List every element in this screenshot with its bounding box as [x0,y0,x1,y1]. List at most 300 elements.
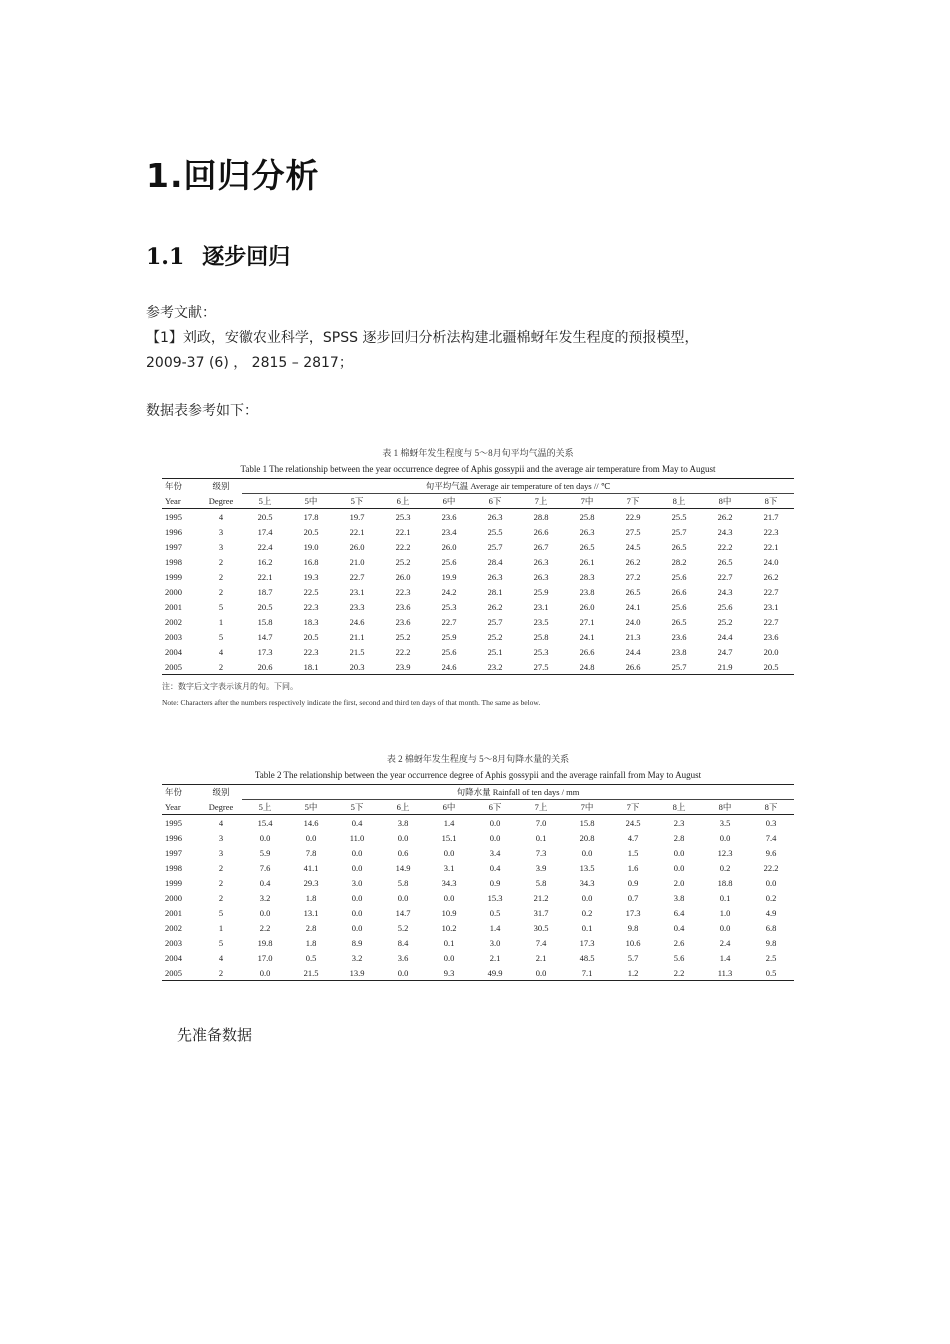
table-row [162,845,794,860]
table-row [162,659,794,675]
value-cell: 22.1 [395,526,411,537]
value-cell: 0.0 [765,877,777,888]
value-cell: 15.4 [257,817,273,828]
table-2-caption-en: Table 2 The relationship between the year occurrence degree of Aphis gossypii and the average rainfall from May to August [254,770,702,780]
reference-1-line-1: 【1】刘政，安徽农业科学，SPSS 逐步回归分析法构建北疆棉蚜年发生程度的预报模型， [146,330,699,346]
value-cell: 27.5 [625,526,641,537]
value-cell: 24.4 [625,646,641,657]
heading-2 [146,240,290,271]
value-cell: 0.0 [443,892,455,903]
value-cell: 21.7 [763,511,779,522]
value-cell: 2.4 [719,937,731,948]
value-cell: 2.0 [673,877,685,888]
value-cell: 0.1 [443,937,455,948]
period-header: 5中 [288,800,334,815]
value-cell: 26.0 [349,541,365,552]
table-row [162,815,794,831]
year-cell: 1999 [165,571,182,582]
year-cell: 1998 [165,556,182,567]
value-cell: 1.6 [627,862,639,873]
value-cell: 4.9 [765,907,777,918]
year-cell: 1996 [165,526,182,537]
value-cell: 7.3 [535,847,547,858]
value-cell: 0.0 [397,832,409,843]
value-cell: 23.9 [380,659,426,675]
value-cell: 0.0 [351,907,363,918]
value-cell: 18.8 [717,877,733,888]
period-header: 7中 [564,494,610,509]
value-cell: 0.0 [489,817,501,828]
value-cell: 22.3 [395,586,411,597]
value-cell: 25.6 [671,601,687,612]
value-cell: 3.2 [259,892,271,903]
value-cell: 28.3 [579,571,595,582]
table-row [162,539,794,554]
value-cell: 5.8 [535,877,547,888]
value-cell: 0.4 [673,922,685,933]
value-cell: 1.2 [610,965,656,981]
value-cell: 0.9 [489,877,501,888]
value-cell: 24.6 [349,616,365,627]
value-cell: 22.4 [257,541,273,552]
period-header: 6下 [472,800,518,815]
table-row [162,584,794,599]
value-cell: 7.6 [259,862,271,873]
table-1-caption-en: Table 1 The relationship between the year occurrence degree of Aphis gossypii and the average air temperature from May to August [240,464,716,474]
value-cell: 20.5 [748,659,794,675]
value-cell: 24.6 [426,659,472,675]
value-cell: 15.8 [579,817,595,828]
table-2-caption-cn: 表 2 棉蚜年发生程度与 5～8月旬降水量的关系 [386,754,570,764]
year-cell: 2004 [165,952,182,963]
value-cell: 0.0 [305,832,317,843]
value-cell: 0.5 [305,952,317,963]
value-cell: 2.1 [489,952,501,963]
value-cell: 22.7 [763,586,779,597]
value-cell: 22.2 [395,541,411,552]
value-cell: 23.8 [671,646,687,657]
value-cell: 0.1 [581,922,593,933]
value-cell: 0.0 [719,832,731,843]
value-cell: 23.5 [533,616,549,627]
value-cell: 23.1 [763,601,779,612]
value-cell: 9.3 [426,965,472,981]
value-cell: 24.8 [564,659,610,675]
value-cell: 22.1 [349,526,365,537]
value-cell: 0.1 [535,832,547,843]
value-cell: 2.8 [305,922,317,933]
value-cell: 25.3 [533,646,549,657]
value-cell: 25.2 [395,556,411,567]
value-cell: 48.5 [579,952,595,963]
value-cell: 7.8 [305,847,317,858]
heading-1: 1.回归分析 [146,156,320,195]
period-header: 5上 [242,800,288,815]
year-cell: 1995 [165,511,182,522]
degree-cell: 5 [218,601,224,612]
value-cell: 21.9 [702,659,748,675]
value-cell: 0.0 [351,862,363,873]
value-cell: 9.8 [765,937,777,948]
value-cell: 2.5 [765,952,777,963]
value-cell: 5.9 [259,847,271,858]
value-cell: 0.0 [673,862,685,873]
value-cell: 0.0 [242,965,288,981]
value-cell: 20.5 [303,631,319,642]
value-cell: 26.1 [579,556,595,567]
year-cell: 2000 [165,892,182,903]
table-row [162,629,794,644]
period-header: 8下 [748,494,794,509]
year-cell: 1997 [165,541,182,552]
value-cell: 26.5 [625,586,641,597]
table-1-caption-cn: 表 1 棉蚜年发生程度与 5～8月旬平均气温的关系 [382,448,574,458]
value-cell: 23.6 [441,511,457,522]
period-header: 8中 [702,494,748,509]
value-cell: 3.0 [351,877,363,888]
value-cell: 17.8 [303,511,319,522]
value-cell: 0.0 [489,832,501,843]
col-year-cn: 年份 [162,785,200,800]
value-cell: 24.0 [763,556,779,567]
degree-cell: 4 [218,511,224,522]
col-degree-en: Degree [200,800,242,815]
value-cell: 20.6 [242,659,288,675]
value-cell: 19.8 [257,937,273,948]
table-1-body [162,509,794,675]
value-cell: 25.1 [487,646,503,657]
value-cell: 19.3 [303,571,319,582]
value-cell: 23.4 [441,526,457,537]
value-cell: 11.0 [349,832,365,843]
value-cell: 22.7 [441,616,457,627]
value-cell: 0.5 [748,965,794,981]
value-cell: 0.0 [397,892,409,903]
value-cell: 26.3 [533,556,549,567]
year-cell: 2005 [162,659,200,675]
value-cell: 25.5 [487,526,503,537]
value-cell: 0.0 [259,907,271,918]
value-cell: 1.4 [719,952,731,963]
period-header: 8中 [702,800,748,815]
table-row [162,935,794,950]
value-cell: 22.9 [625,511,641,522]
degree-cell: 2 [218,571,224,582]
value-cell: 18.3 [303,616,319,627]
value-cell: 22.1 [763,541,779,552]
year-cell: 1999 [165,877,182,888]
value-cell: 0.0 [719,922,731,933]
value-cell: 21.5 [349,646,365,657]
table-2-body [162,815,794,981]
value-cell: 0.1 [719,892,731,903]
value-cell: 15.1 [441,832,457,843]
reference-1-line-2: 2009-37 (6) ， 2815 – 2817； [146,355,353,371]
value-cell: 23.6 [763,631,779,642]
value-cell: 6.4 [673,907,685,918]
value-cell: 25.7 [487,616,503,627]
value-cell: 25.9 [533,586,549,597]
value-cell: 26.3 [487,511,503,522]
value-cell: 8.4 [397,937,409,948]
value-cell: 23.1 [533,601,549,612]
table-1 [162,446,794,707]
table-row [162,875,794,890]
col-degree-cn: 级别 [200,479,242,494]
value-cell: 24.2 [441,586,457,597]
value-cell: 25.2 [487,631,503,642]
value-cell: 17.0 [257,952,273,963]
value-cell: 22.7 [349,571,365,582]
value-cell: 2.1 [535,952,547,963]
value-cell: 20.5 [303,526,319,537]
value-cell: 0.0 [380,965,426,981]
value-cell: 25.6 [441,556,457,567]
value-cell: 24.4 [717,631,733,642]
year-cell: 2002 [165,616,182,627]
value-cell: 26.5 [671,616,687,627]
value-cell: 0.4 [259,877,271,888]
value-cell: 13.5 [579,862,595,873]
table-row [162,509,794,525]
value-cell: 24.5 [625,817,641,828]
value-cell: 26.6 [671,586,687,597]
period-header: 8上 [656,800,702,815]
value-cell: 4.7 [627,832,639,843]
value-cell: 23.6 [395,616,411,627]
value-cell: 19.9 [441,571,457,582]
value-cell: 26.3 [533,571,549,582]
value-cell: 10.2 [441,922,457,933]
table-1-grid [162,478,794,675]
value-cell: 26.0 [441,541,457,552]
value-cell: 27.2 [625,571,641,582]
value-cell: 28.4 [487,556,503,567]
value-cell: 3.8 [397,817,409,828]
table-row [162,950,794,965]
value-cell: 28.1 [487,586,503,597]
degree-cell: 4 [218,646,224,657]
value-cell: 1.8 [305,892,317,903]
value-cell: 0.0 [351,892,363,903]
value-cell: 24.3 [717,526,733,537]
year-cell: 1997 [165,847,182,858]
value-cell: 24.1 [625,601,641,612]
value-cell: 25.8 [579,511,595,522]
value-cell: 25.3 [441,601,457,612]
value-cell: 13.9 [334,965,380,981]
value-cell: 11.3 [702,965,748,981]
value-cell: 0.0 [581,892,593,903]
year-cell: 1996 [165,832,182,843]
value-cell: 5.7 [627,952,639,963]
period-header: 7下 [610,494,656,509]
value-cell: 0.5 [489,907,501,918]
value-cell: 28.2 [671,556,687,567]
value-cell: 28.8 [533,511,549,522]
value-cell: 22.1 [257,571,273,582]
degree-cell: 3 [218,526,224,537]
year-cell: 2005 [162,965,200,981]
value-cell: 7.1 [564,965,610,981]
value-cell: 1.5 [627,847,639,858]
value-cell: 24.0 [625,616,641,627]
value-cell: 1.0 [719,907,731,918]
value-cell: 14.9 [395,862,411,873]
value-cell: 17.3 [257,646,273,657]
value-cell: 0.0 [259,832,271,843]
closing-text: 先准备数据 [177,1026,253,1044]
value-cell: 23.3 [349,601,365,612]
value-cell: 22.2 [717,541,733,552]
value-cell: 5.2 [397,922,409,933]
table-row [162,905,794,920]
value-cell: 3.9 [535,862,547,873]
degree-cell: 2 [200,965,242,981]
value-cell: 14.7 [257,631,273,642]
value-cell: 9.6 [765,847,777,858]
period-header: 5中 [288,494,334,509]
value-cell: 26.2 [763,571,779,582]
value-cell: 21.1 [349,631,365,642]
value-cell: 14.7 [395,907,411,918]
value-cell: 15.8 [257,616,273,627]
value-cell: 20.3 [334,659,380,675]
table-row [162,830,794,845]
table-2 [162,752,794,981]
value-cell: 26.6 [579,646,595,657]
degree-cell: 5 [218,631,224,642]
period-header: 6上 [380,494,426,509]
value-cell: 26.2 [717,511,733,522]
col-year-en: Year [162,800,200,815]
value-cell: 16.2 [257,556,273,567]
value-cell: 26.5 [579,541,595,552]
value-cell: 9.8 [627,922,639,933]
value-cell: 26.5 [671,541,687,552]
table-row [162,920,794,935]
value-cell: 10.9 [441,907,457,918]
value-cell: 31.7 [533,907,549,918]
degree-cell: 2 [218,892,224,903]
year-cell: 2001 [165,601,182,612]
value-cell: 0.3 [765,817,777,828]
degree-cell: 2 [218,586,224,597]
value-cell: 49.9 [472,965,518,981]
value-cell: 5.8 [397,877,409,888]
value-cell: 0.0 [351,922,363,933]
value-cell: 17.3 [625,907,641,918]
value-cell: 21.2 [533,892,549,903]
value-cell: 27.5 [518,659,564,675]
value-cell: 24.7 [717,646,733,657]
value-cell: 21.5 [288,965,334,981]
value-cell: 0.0 [673,847,685,858]
value-cell: 1.4 [489,922,501,933]
table-1-note-cn: 注：数字后文字表示该月的旬。下同。 [162,682,298,691]
value-cell: 27.1 [579,616,595,627]
table-row [162,524,794,539]
value-cell: 2.8 [673,832,685,843]
group-header: 旬平均气温 Average air temperature of ten days // ℃ [242,479,794,494]
value-cell: 3.8 [673,892,685,903]
value-cell: 25.6 [671,571,687,582]
value-cell: 20.5 [257,601,273,612]
value-cell: 0.2 [719,862,731,873]
table-2-grid [162,784,794,981]
degree-cell: 5 [218,937,224,948]
value-cell: 25.2 [717,616,733,627]
value-cell: 23.2 [472,659,518,675]
value-cell: 5.6 [673,952,685,963]
degree-cell: 1 [218,616,224,627]
period-header: 8下 [748,800,794,815]
value-cell: 25.7 [656,659,702,675]
value-cell: 16.8 [303,556,319,567]
value-cell: 2.6 [673,937,685,948]
value-cell: 0.0 [351,847,363,858]
period-header: 6下 [472,494,518,509]
period-header: 5下 [334,800,380,815]
value-cell: 3.1 [443,862,455,873]
value-cell: 29.3 [303,877,319,888]
table-row [162,890,794,905]
year-cell: 1995 [165,817,182,828]
value-cell: 26.0 [395,571,411,582]
value-cell: 25.7 [487,541,503,552]
value-cell: 0.6 [397,847,409,858]
value-cell: 26.6 [610,659,656,675]
table-row [162,644,794,659]
col-year-en: Year [162,494,200,509]
value-cell: 25.7 [671,526,687,537]
value-cell: 3.6 [397,952,409,963]
value-cell: 25.6 [441,646,457,657]
value-cell: 0.2 [765,892,777,903]
group-header: 旬降水量 Rainfall of ten days / mm [242,785,794,800]
value-cell: 26.5 [717,556,733,567]
value-cell: 0.9 [627,877,639,888]
value-cell: 22.2 [395,646,411,657]
period-header: 6中 [426,800,472,815]
value-cell: 25.3 [395,511,411,522]
year-cell: 2003 [165,937,182,948]
value-cell: 23.6 [395,601,411,612]
value-cell: 41.1 [303,862,319,873]
value-cell: 18.1 [288,659,334,675]
value-cell: 0.7 [627,892,639,903]
value-cell: 7.4 [535,937,547,948]
value-cell: 26.6 [533,526,549,537]
value-cell: 26.7 [533,541,549,552]
intro-text: 数据表参考如下： [146,403,258,419]
value-cell: 19.7 [349,511,365,522]
year-cell: 2000 [165,586,182,597]
value-cell: 24.3 [717,586,733,597]
value-cell: 25.9 [441,631,457,642]
value-cell: 18.7 [257,586,273,597]
col-degree-cn: 级别 [200,785,242,800]
value-cell: 2.2 [259,922,271,933]
heading-2-text: 逐步回归 [202,244,291,270]
value-cell: 26.0 [579,601,595,612]
year-cell: 2001 [165,907,182,918]
period-header: 8上 [656,494,702,509]
year-cell: 1998 [165,862,182,873]
value-cell: 26.2 [625,556,641,567]
value-cell: 22.7 [717,571,733,582]
value-cell: 25.2 [395,631,411,642]
